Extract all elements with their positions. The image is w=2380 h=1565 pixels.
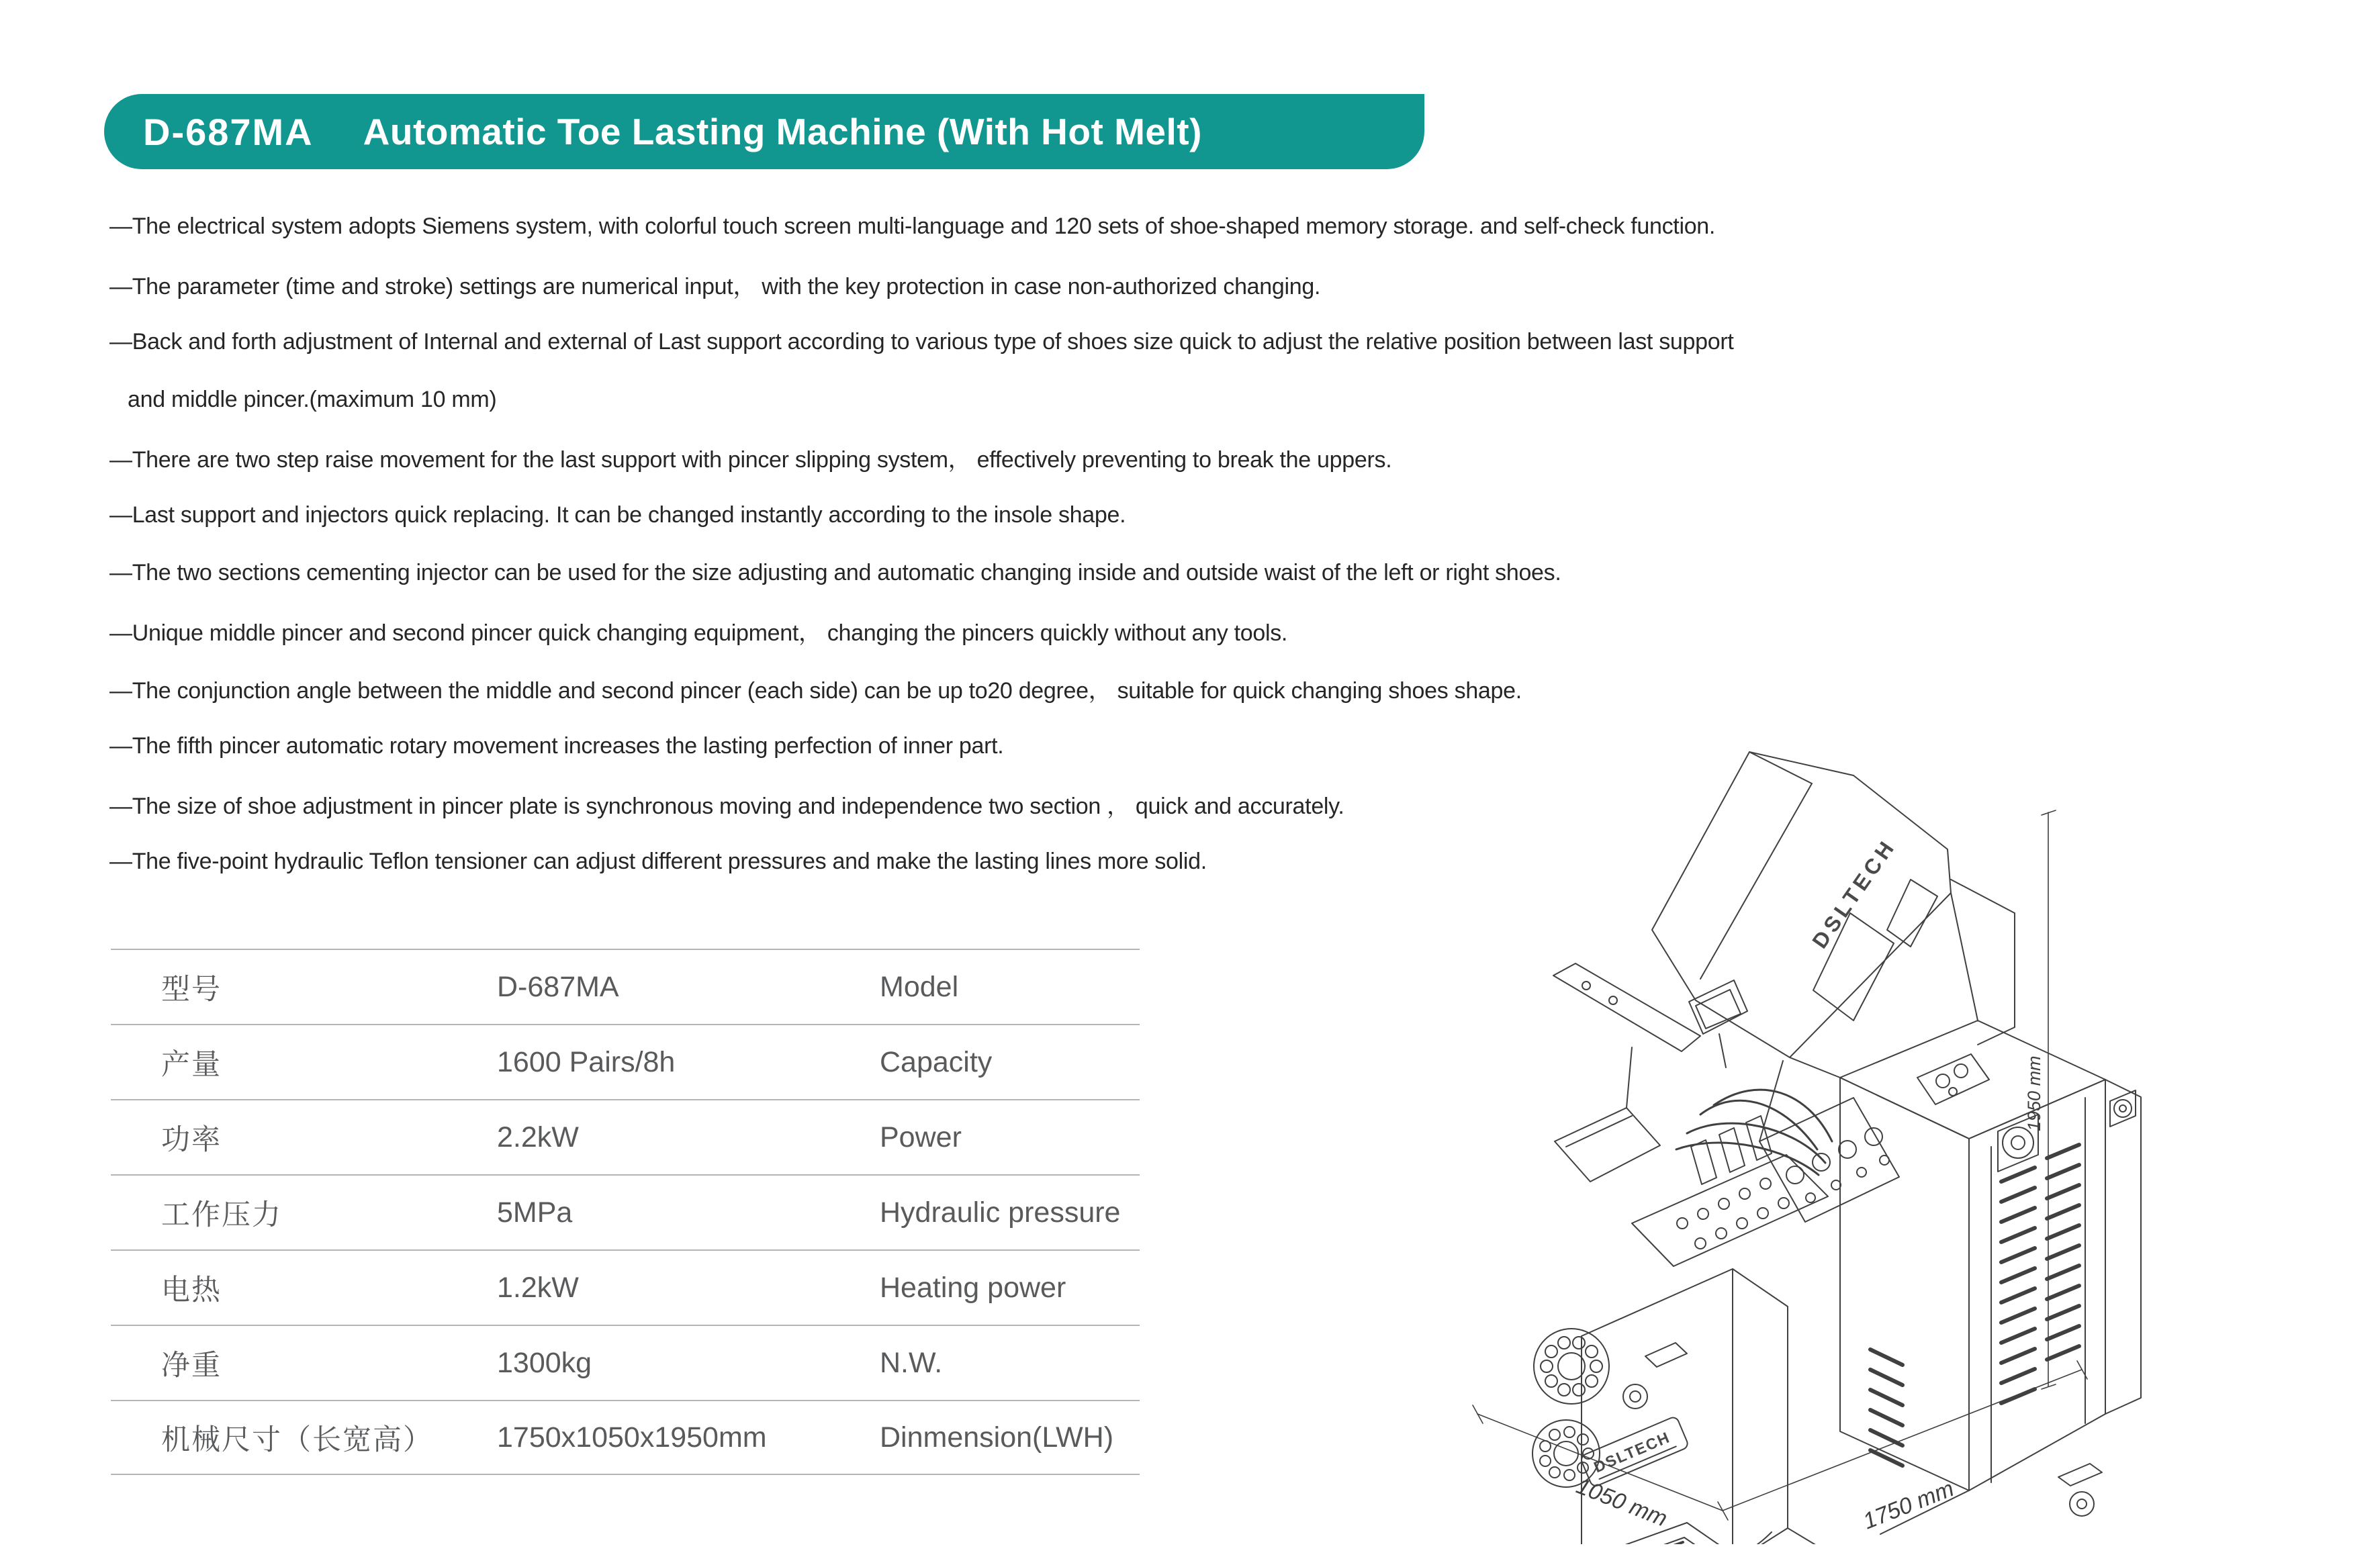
feature-line: —The two sections cementing injector can be used for the size adjusting and automatic changing inside and outside waist of the left or right shoes. — [109, 559, 1561, 585]
spec-value: 1750x1050x1950mm — [497, 1421, 767, 1454]
hose-reel — [1532, 1329, 1609, 1487]
dim-width-label: 1750 mm — [1860, 1476, 1958, 1535]
spec-label-en: Power — [880, 1121, 962, 1153]
spec-value: D-687MA — [497, 970, 619, 1003]
spec-table — [111, 949, 1140, 1475]
spec-label-cn: 功率 — [161, 1123, 222, 1156]
table-row — [111, 1400, 1140, 1475]
feature-line: —The fifth pincer automatic rotary movement increases the lasting perfection of inner part. — [109, 732, 1004, 759]
feature-line: —There are two step raise movement for the last support with pincer slipping system， effectively preventing to break the uppers. — [109, 446, 1392, 473]
feature-line: —Unique middle pincer and second pincer quick changing equipment， changing the pincers quickly without any tools. — [109, 620, 1288, 646]
feature-line: —The size of shoe adjustment in pincer plate is synchronous moving and independence two section ， quick and accurately. — [109, 793, 1344, 819]
spec-label-en: Hydraulic pressure — [880, 1196, 1121, 1229]
spec-label-cn: 工作压力 — [161, 1198, 282, 1231]
feature-line: —Back and forth adjustment of Internal and external of Last support according to various type of shoes size quick to adjust the relative position between last support — [109, 328, 1734, 354]
machine-cabinet — [1840, 1021, 2141, 1490]
machine-head-cover — [1652, 752, 1951, 1057]
feature-line: —The five-point hydraulic Teflon tensioner can adjust different pressures and make the lasting lines more solid. — [109, 848, 1207, 874]
dim-height-label: 1950 mm — [2024, 1055, 2044, 1131]
feature-line: —Last support and injectors quick replacing. It can be changed instantly according to the insole shape. — [109, 502, 1126, 528]
table-row — [111, 1249, 1140, 1325]
spec-label-cn: 电热 — [161, 1274, 222, 1307]
table-row — [111, 1174, 1140, 1249]
spec-label-cn: 型号 — [161, 973, 222, 1006]
feature-line: —The conjunction angle between the middle and second pincer (each side) can be up to20 degree， suitable for quick changing shoes shape. — [109, 677, 1522, 704]
spec-value: 1300kg — [497, 1346, 592, 1379]
page-title: Automatic Toe Lasting Machine (With Hot Melt) — [363, 111, 1202, 152]
fan-grill — [2110, 1090, 2136, 1127]
spec-label-en: Model — [880, 970, 959, 1003]
machine-drawing — [1410, 712, 2216, 1544]
machine-svg — [1410, 712, 2216, 1544]
product-banner — [104, 94, 1424, 169]
table-row — [111, 1024, 1140, 1099]
spec-label-cn: 产量 — [161, 1048, 222, 1081]
touch-screen — [1689, 980, 1747, 1068]
spec-label-en: N.W. — [880, 1346, 943, 1379]
brand-logo-text: DSLTECH — [1807, 834, 1901, 953]
spec-label-en: Heating power — [880, 1271, 1066, 1304]
brand-plate — [1580, 1416, 1689, 1488]
spec-value: 1600 Pairs/8h — [497, 1045, 676, 1078]
table-row — [111, 1325, 1140, 1400]
table-row — [111, 1099, 1140, 1174]
spec-label-cn: 机械尺寸（长宽高） — [161, 1423, 433, 1456]
brand-logo-text-small: DSLTECH — [1591, 1428, 1673, 1476]
last-support-arm — [1553, 963, 1700, 1051]
spec-label-en: Capacity — [880, 1045, 993, 1078]
foot-pedal — [1616, 1523, 1772, 1544]
spec-value: 1.2kW — [497, 1271, 579, 1304]
feature-line: —The electrical system adopts Siemens system, with colorful touch screen multi-language and 120 sets of shoe-shaped memory storage. and self-check function. — [109, 213, 1716, 239]
feature-line: —The parameter (time and stroke) settings are numerical input， with the key protection in case non-authorized changing. — [109, 273, 1321, 299]
spec-value: 5MPa — [497, 1196, 573, 1229]
spec-label-cn: 净重 — [161, 1349, 222, 1382]
spec-label-en: Dinmension(LWH) — [880, 1421, 1114, 1454]
dim-depth-label: 1050 mm — [1573, 1473, 1671, 1532]
dimension-lines — [1473, 810, 2087, 1534]
product-model: D-687MA — [143, 110, 314, 153]
table-row — [111, 949, 1140, 1024]
spec-value: 2.2kW — [497, 1121, 579, 1153]
feature-line-continuation: and middle pincer.(maximum 10 mm) — [128, 386, 497, 412]
